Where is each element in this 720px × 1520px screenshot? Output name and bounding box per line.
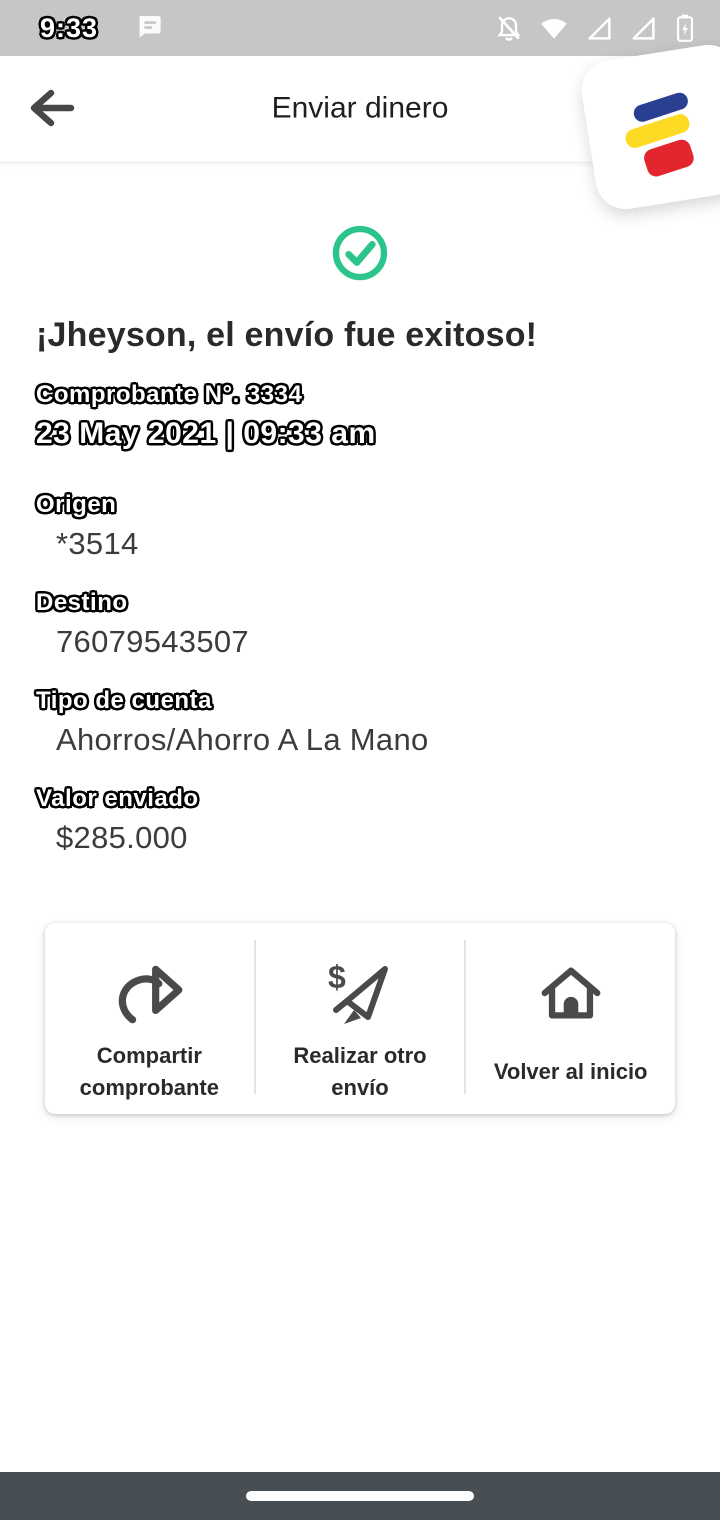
- actions-card: [45, 923, 675, 1114]
- action-label: Realizar otro envío: [293, 1043, 427, 1100]
- check-circle-icon: [36, 224, 684, 282]
- field-tipo-de-cuenta: [36, 687, 684, 758]
- logo-bar-red: [642, 137, 696, 178]
- field-label: Destino: [36, 589, 128, 616]
- field-value: $285.000: [56, 820, 188, 855]
- field-destino: [36, 589, 684, 660]
- action-label: Volver al inicio: [493, 1059, 648, 1085]
- send-money-icon: [324, 949, 396, 1039]
- gesture-navigation-bar: [0, 1472, 720, 1520]
- field-value: 76079543507: [56, 624, 249, 659]
- receipt-content: [0, 164, 720, 883]
- field-origen: [36, 491, 684, 562]
- action-label: Compartir comprobante: [79, 1043, 219, 1100]
- receipt-fields: [36, 491, 684, 856]
- field-value: *3514: [56, 526, 139, 561]
- status-bar: [0, 0, 720, 56]
- share-receipt-button[interactable]: [45, 923, 254, 1114]
- status-icons: [494, 12, 698, 44]
- receipt-datetime: 23 May 2021 | 09:33 am: [36, 417, 376, 450]
- field-label: Tipo de cuenta: [36, 687, 212, 714]
- success-headline: ¡Jheyson, el envío fue exitoso!: [36, 316, 538, 354]
- gesture-pill[interactable]: [246, 1491, 474, 1501]
- go-home-button[interactable]: [466, 923, 675, 1114]
- signal-empty-icon: [584, 13, 614, 43]
- page-title: Enviar dinero: [271, 91, 449, 125]
- home-icon: [536, 949, 606, 1039]
- field-label: Origen: [36, 491, 117, 518]
- field-valor-enviado: [36, 785, 684, 856]
- message-icon: [134, 11, 164, 46]
- battery-charging-icon: [672, 12, 698, 44]
- new-transfer-button[interactable]: [256, 923, 465, 1114]
- notifications-off-icon: [494, 13, 524, 43]
- svg-text:$: $: [328, 959, 346, 995]
- field-value: Ahorros/Ahorro A La Mano: [56, 722, 429, 757]
- receipt-meta: [36, 381, 684, 451]
- signal-empty-icon: [628, 13, 658, 43]
- share-arrow-icon: [112, 949, 186, 1039]
- wifi-icon: [538, 13, 570, 43]
- bancolombia-logo: [577, 41, 720, 214]
- status-time: 9:33: [40, 12, 99, 43]
- receipt-number: Comprobante N°. 3334: [36, 381, 303, 408]
- field-label: Valor enviado: [36, 785, 199, 812]
